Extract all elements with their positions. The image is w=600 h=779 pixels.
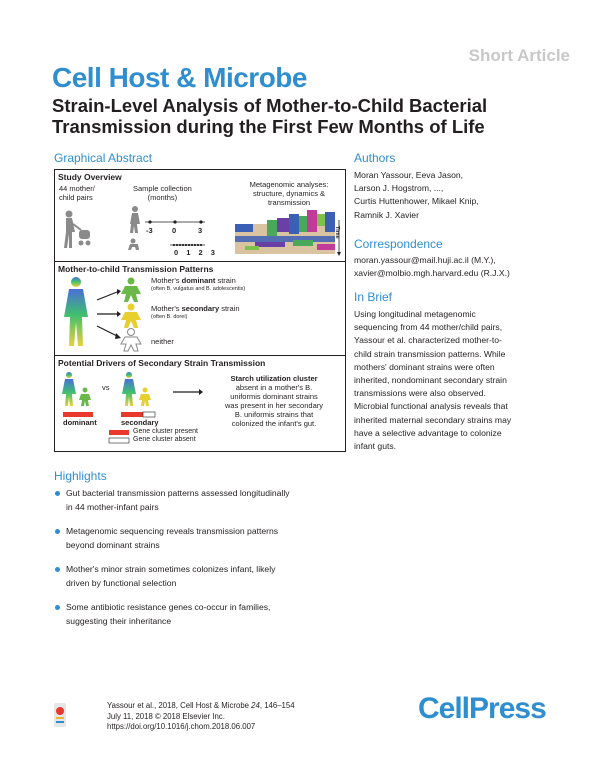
article-type: Short Article (468, 46, 570, 65)
list-item: Some antibiotic resistance genes co-occur in families, suggesting their inheritance (54, 601, 354, 628)
secondary-strain-label: Mother's secondary strain (151, 304, 240, 313)
study-overview-panel (55, 170, 345, 262)
mother-icon (64, 277, 88, 346)
green-child-icon (121, 278, 141, 303)
list-item: Gut bacterial transmission patterns assessed longitudinally in 44 mother-infant pairs (54, 487, 354, 514)
secondary-gene-bar-absent (143, 412, 155, 417)
study-overview-title: Study Overview (58, 172, 122, 182)
drivers-title: Potential Drivers of Secondary Strain Transmission (58, 358, 266, 368)
secondary-child-icon (139, 388, 151, 407)
doi-link[interactable]: https://doi.org/10.1016/j.chom.2018.06.007 (107, 722, 256, 731)
drivers-panel (55, 356, 345, 452)
transmission-arrows (97, 289, 121, 339)
mother-icon (130, 206, 140, 233)
email-link[interactable]: xavier@molbio.mgh.harvard.edu (R.J.X.) (354, 268, 510, 279)
mother-tick: 3 (198, 226, 203, 235)
transmission-panel (55, 262, 345, 356)
dominant-mother-icon (62, 372, 76, 406)
secondary-strain-note: (often B. dorei) (151, 314, 188, 320)
child-ticks: 0 1 2 3 (174, 248, 218, 257)
yellow-child-icon (121, 304, 141, 329)
authors-list: Moran Yassour, Eeva Jason, Larson J. Hogstrom, ..., Curtis Huttenhower, Mikael Knip, Ramnik J. Xavier (354, 170, 479, 220)
highlights-list (54, 487, 354, 639)
secondary-label: secondary (121, 418, 159, 427)
graphical-abstract-heading: Graphical Abstract (54, 151, 153, 165)
empty-child-icon (121, 329, 141, 352)
mother-stroller-icon (64, 211, 91, 249)
article-title (52, 95, 572, 137)
vs-label: vs (102, 383, 110, 392)
list-item: Mother's minor strain sometimes colonizes infant, likely driven by functional selection (54, 563, 354, 590)
dominant-child-icon (79, 388, 91, 407)
time-label: Time (334, 226, 340, 239)
mother-tick: -3 (146, 226, 153, 235)
in-brief-text: Using longitudinal metagenomic sequencing from 44 mother/child pairs, Yassour et al. characterized mother-to- child strain transmission patterns. While mothers' dominant strains were often inherited, nondominant secondary strain transmissions were also observed. Microbial functional analysis reveals that inherited maternal secondary strains may have a selective advantage to colonize infant guts. (354, 309, 512, 452)
bullet-icon (55, 529, 60, 534)
title-line: Transmission during the First Few Months of Life (52, 116, 485, 137)
mother-tick: 0 (172, 226, 177, 235)
dominant-strain-label: Mother's dominant strain (151, 276, 236, 285)
correspondence-heading: Correspondence (354, 237, 443, 251)
legend-present-swatch (109, 430, 129, 435)
secondary-gene-bar-present (121, 412, 143, 417)
sample-collection-label: Sample collection (months) (133, 184, 192, 202)
correspondence-emails (354, 254, 510, 280)
legend-absent-swatch (109, 438, 129, 443)
dominant-strain-note: (often B. vulgatus and B. adolescentis) (151, 286, 246, 292)
timepoint (148, 220, 151, 223)
crossmark-icon[interactable] (54, 703, 66, 727)
timepoint (173, 220, 176, 223)
date-line: July 11, 2018 © 2018 Elsevier Inc. (107, 711, 225, 721)
bullet-icon (55, 567, 60, 572)
legend-present-label: Gene cluster present (133, 428, 198, 435)
journal-name: Cell Host & Microbe (52, 62, 307, 93)
secondary-mother-icon (122, 372, 136, 406)
metagenomic-heatmap (235, 210, 335, 254)
legend-absent-label: Gene cluster absent (133, 436, 196, 443)
timepoint (199, 220, 202, 223)
dominant-label: dominant (63, 418, 97, 427)
pairs-label: 44 mother/ child pairs (59, 184, 95, 202)
list-item: Metagenomic sequencing reveals transmission patterns beyond dominant strains (54, 525, 354, 552)
citation-line: Yassour et al., 2018, Cell Host & Microbe 24, 146–154 (107, 701, 295, 710)
in-brief-heading: In Brief (354, 290, 393, 304)
cellpress-logo: CellPress (418, 692, 546, 725)
metagenomic-label: Metagenomic analyses: structure, dynamics & transmission (249, 180, 329, 207)
bullet-icon (55, 491, 60, 496)
citation-footer (107, 701, 295, 733)
transmission-title: Mother-to-child Transmission Patterns (58, 264, 214, 274)
graphical-abstract (54, 169, 346, 452)
authors-heading: Authors (354, 151, 396, 165)
dominant-gene-bar (63, 412, 93, 417)
starch-cluster-description: Starch utilization cluster absent in a mother's B. uniformis dominant strains was present in her secondary B. uniformis strains that colonized the infant's gut. (225, 374, 323, 428)
email-link[interactable]: moran.yassour@mail.huji.ac.il (M.Y.), (354, 255, 496, 265)
drivers-arrow-icon (173, 389, 203, 395)
child-icon (128, 239, 139, 251)
time-arrow-icon (337, 252, 341, 256)
highlights-heading: Highlights (54, 469, 107, 483)
bullet-icon (55, 605, 60, 610)
title-line: Strain-Level Analysis of Mother-to-Child Bacterial (52, 95, 488, 116)
neither-label: neither (151, 337, 174, 346)
